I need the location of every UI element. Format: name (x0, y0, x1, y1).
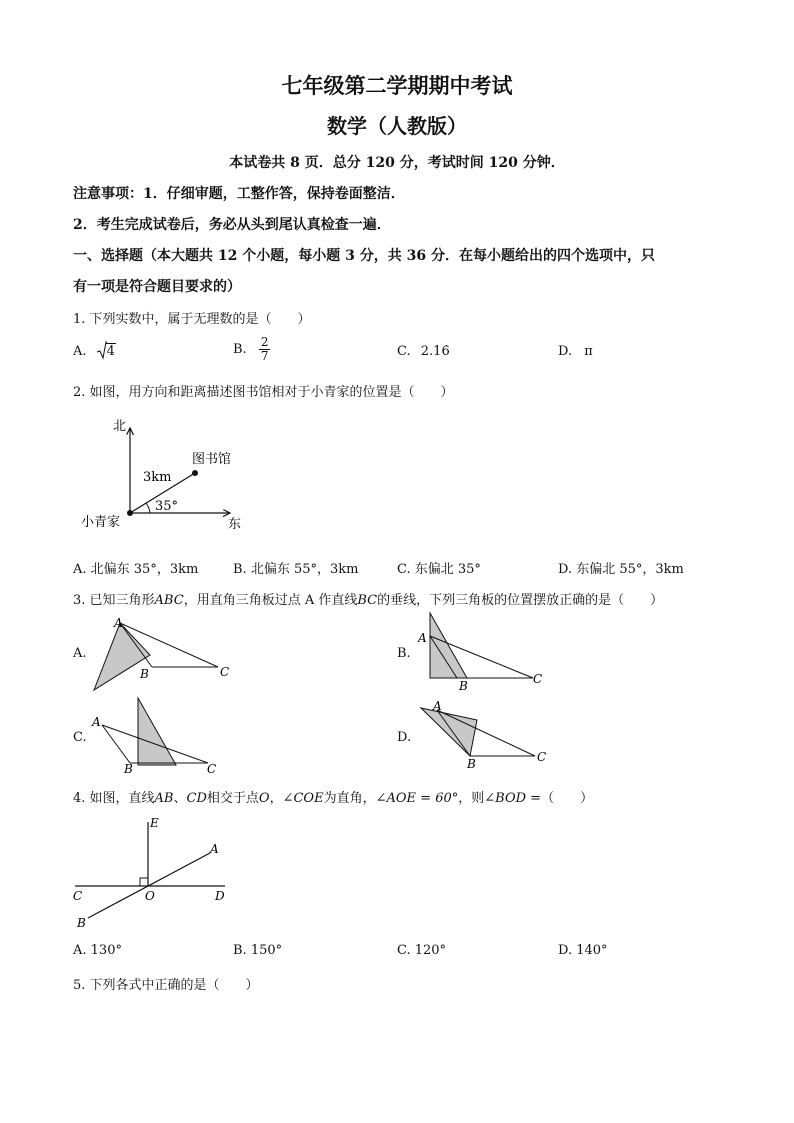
q2-option-a: A. 北偏东 35°，3km (73, 562, 199, 577)
q4-option-c: C. 120° (397, 943, 447, 958)
q4-stem-coe: ∠COE (282, 791, 324, 806)
q1-stem: 1. 下列实数中，属于无理数的是（ ） (73, 312, 311, 327)
q1-option-b-numerator: 2 (260, 335, 269, 349)
section-heading-line-1: 一、选择题（本大题共 12 个小题，每小题 3 分，共 36 分．在每小题给出的四个选项中，只 (73, 248, 655, 264)
q1-option-c-label: C. (397, 344, 411, 359)
q3-figure-b (415, 608, 575, 693)
q3b-pt-c: C (533, 672, 543, 686)
q4-pt-o: O (145, 889, 155, 903)
q3-stem-pre: 3. 已知三角形 (73, 593, 155, 608)
north-label: 北 (113, 419, 127, 434)
q4-stem-mid3: 为直角， (323, 791, 376, 806)
q1-option-a-label: A. (73, 344, 87, 359)
angle-arc (146, 503, 150, 513)
q3-option-b-label: B. (397, 646, 411, 661)
q3-option-c-label: C. (73, 730, 87, 745)
q3-stem-bc: BC (357, 593, 378, 608)
q4-option-a: A. 130° (73, 943, 122, 958)
q4-stem-post: （ ） (541, 791, 594, 806)
q3d-pt-b: B (467, 757, 476, 771)
q4-stem-bod: ∠BOD = (484, 791, 542, 806)
q1-option-d-label: D. (558, 344, 573, 359)
home-label: 小青家 (81, 515, 121, 530)
q4-stem-pre: 4. 如图，直线 (73, 791, 155, 806)
q4-stem-mid2: ， (269, 791, 283, 806)
exam-title: 七年级第二学期期中考试 (281, 73, 513, 98)
home-point (127, 510, 133, 516)
q1-option-d (558, 344, 593, 359)
q3-option-d-label: D. (397, 730, 412, 745)
q4-stem-aoe: ∠AOE = 60° (375, 791, 459, 806)
q1-option-a (73, 344, 116, 359)
q2-option-d: D. 东偏北 55°，3km (558, 562, 684, 577)
q2-option-b: B. 北偏东 55°，3km (233, 562, 359, 577)
q1-option-a-radicand: 4 (106, 344, 115, 359)
q1-option-b (233, 336, 270, 363)
q2-figure (0, 410, 794, 540)
q3d-pt-a: A (433, 699, 442, 713)
q4-pt-d: D (215, 889, 225, 903)
q4-option-d: D. 140° (558, 943, 608, 958)
q3-stem-mid: ，用直角三角板过点 A 作直线 (183, 593, 358, 608)
angle-label: 35° (155, 499, 179, 514)
q4-stem-o: O (258, 791, 270, 806)
east-label: 东 (228, 517, 242, 532)
q4-pt-a: A (210, 842, 219, 856)
q3a-pt-b: B (140, 667, 149, 681)
q3c-pt-c: C (207, 762, 217, 776)
q4-stem-sep: 、 (173, 791, 187, 806)
q1-option-b-denominator: 7 (260, 349, 269, 363)
q4-stem-mid1: 相交于点 (206, 791, 259, 806)
distance-label: 3km (143, 470, 172, 485)
q2-stem: 2. 如图，用方向和距离描述图书馆相对于小青家的位置是（ ） (73, 385, 454, 400)
q4-pt-c: C (73, 889, 83, 903)
q1-option-b-label: B. (233, 342, 247, 357)
right-angle-mark (140, 878, 148, 886)
q3c-pt-a: A (92, 715, 101, 729)
q5-stem: 5. 下列各式中正确的是（ ） (73, 978, 259, 993)
q1-option-c (397, 344, 450, 359)
exam-subtitle: 数学（人教版） (327, 114, 467, 138)
sqrt-symbol (97, 344, 116, 359)
q2-option-c: C. 东偏北 35° (397, 562, 481, 577)
q4-stem (73, 787, 593, 806)
q3-option-a-label: A. (73, 646, 87, 661)
q3a-pt-a: A (114, 616, 123, 630)
section-heading-line-2: 有一项是符合题目要求的） (73, 279, 241, 295)
q4-stem-ab: AB (154, 791, 174, 806)
q1-option-d-value: π (584, 344, 593, 359)
q4-pt-e: E (150, 816, 159, 830)
q3-stem (73, 589, 663, 608)
q1-option-c-value: 2.16̇ (420, 344, 450, 359)
notes-line-2: 2．考生完成试卷后，务必从头到尾认真检查一遍． (73, 217, 391, 233)
set-square-c (138, 698, 176, 765)
q4-stem-cd: CD (186, 791, 207, 806)
q3b-pt-b: B (459, 679, 468, 693)
library-label: 图书馆 (192, 452, 232, 467)
q3-figure-d (415, 698, 575, 778)
q4-pt-b: B (77, 916, 86, 930)
q3b-pt-a: A (418, 631, 427, 645)
q3-stem-abc: ABC (154, 593, 184, 608)
q3-figure-c (90, 695, 250, 775)
q3-figure-a (90, 615, 250, 695)
q4-figure (70, 810, 270, 930)
q4-stem-mid4: ，则 (458, 791, 485, 806)
library-point (192, 470, 198, 476)
q4-option-b: B. 150° (233, 943, 283, 958)
q3a-pt-c: C (220, 665, 230, 679)
exam-info: 本试卷共 8 页．总分 120 分，考试时间 120 分钟． (229, 155, 565, 171)
q3c-pt-b: B (124, 762, 133, 776)
notes-line-1: 注意事项：1．仔细审题，工整作答，保持卷面整洁． (73, 186, 405, 202)
q1-option-b-fraction (259, 336, 271, 363)
q3-stem-post: 的垂线，下列三角板的位置摆放正确的是（ ） (377, 593, 664, 608)
q3d-pt-c: C (537, 750, 547, 764)
